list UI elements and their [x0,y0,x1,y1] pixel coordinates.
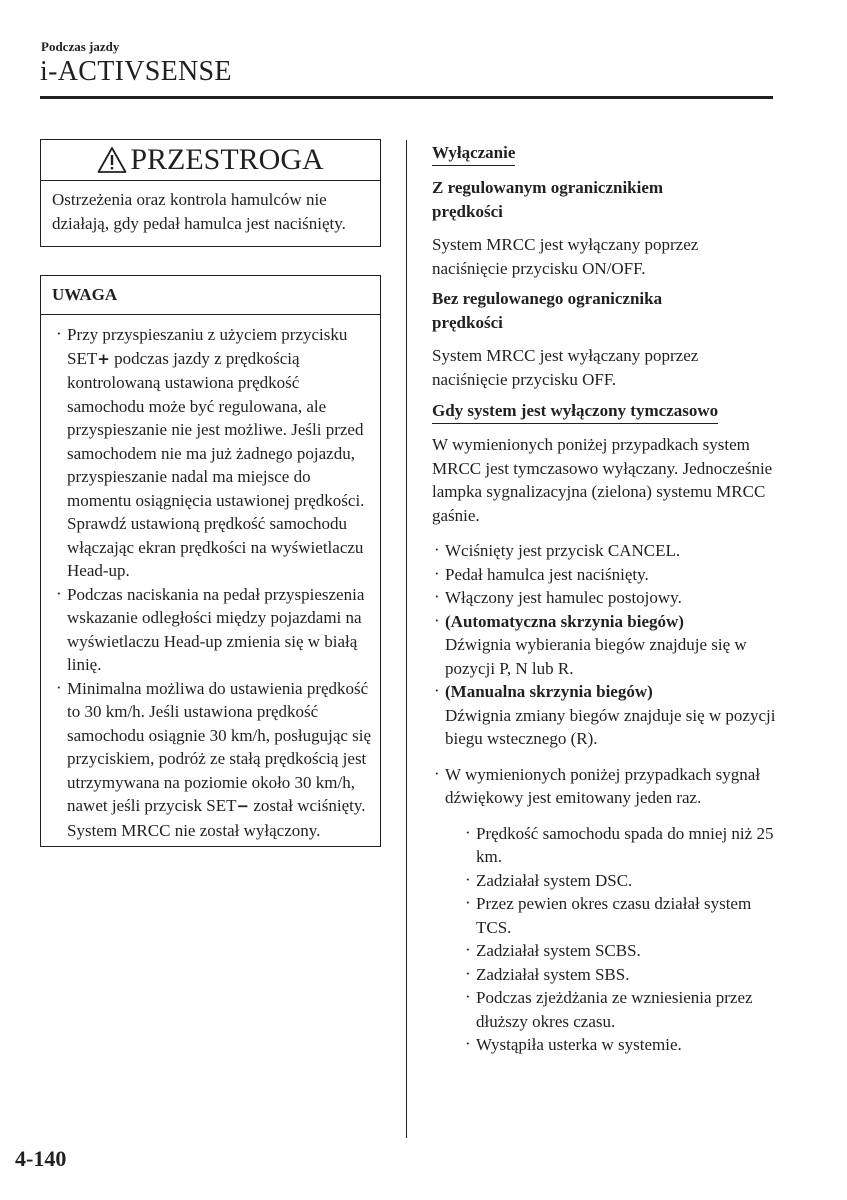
page-number: 4-140 [15,1146,67,1171]
beep-case-item: · Prędkość samochodu spada do mniej niż 25 km. [463,822,777,869]
list-item: · Włączony jest hamulec postojowy. [432,586,777,610]
beep-text: · W wymienionych poniżej przypadkach sygnał dźwiękowy jest emitowany jeden raz. [445,764,761,807]
note-item-text: Minimalna możliwa do ustawienia prędkość to 30 km/h. Jeśli ustawiona prędkość samochodu osiągnie 30 km/h, posługując się przyciskiem, podróż ze stałą prędkością jest utrzymywana na poziomie około 30 km/h, nawet jeśli przycisk SET [67,678,372,815]
beep-case-item: · Przez pewien okres czasu działał system TCS. [463,892,777,939]
off-heading: Wyłączanie [432,142,515,166]
heading-line: prędkości [432,313,503,332]
temp-off-text: W wymienionych poniżej przypadkach system MRCC jest tymczasowo wyłączany. Jednocześnie lampka sygnalizacyjna (zielona) systemu MRCC gaśnie. [432,435,773,525]
heading-line: Z regulowanym ogranicznikiem [432,178,664,197]
temp-off-heading: Gdy system jest wyłączony tymczasowo [432,400,718,424]
heading-line: Bez regulowanego ogranicznika [432,289,663,308]
header-rule [40,96,773,99]
caution-header [41,140,380,181]
note-item-text: Przy przyspieszaniu z użyciem przycisku SET [67,325,348,368]
section-label: Podczas jazdy [41,39,120,54]
caution-title: PRZESTROGA [130,143,324,176]
manual-transmission-label: · (Manualna skrzynia biegów) [445,682,653,701]
auto-transmission-label: · (Automatyczna skrzynia biegów) [445,611,684,631]
set-plus-symbol: + [97,349,110,368]
warning-triangle-icon [97,146,127,174]
heading-line: prędkości [432,202,503,221]
note-list [41,315,380,846]
condition-list [432,539,777,751]
column-divider [406,140,407,1138]
left-column [40,139,381,847]
caution-box [40,139,381,247]
note-item [54,323,374,583]
list-item: · Pedał hamulca jest naciśnięty. [432,563,777,587]
note-title: UWAGA [41,276,380,315]
list-item [432,680,777,751]
beep-case-item: · Zadziałał system DSC. [463,869,777,893]
note-item-text: podczas jazdy z prędkością kontrolowaną ustawiona prędkość samochodu może być regulowana, ale przyspieszanie nie jest możliwe. Jeśli przed samochodem nie ma już żadnego pojazdu, przyspieszanie nadal ma miejsce do momentu osiągnięcia ustawionej prędkości. Sprawdź ustawioną prędkość samochodu włączając ekran prędkości na wyświetlaczu Head-up. [67,348,365,580]
list-item [432,763,777,1057]
manual-transmission-text: Dźwignia zmiany biegów znajduje się w pozycji biegu wstecznego (R). [445,705,776,748]
without-limiter-text: System MRCC jest wyłączany poprzez naciśnięcie przycisku OFF. [432,346,699,389]
list-item: · Wciśnięty jest przycisk CANCEL. [432,539,777,563]
note-item-text: został wciśnięty. System MRCC nie został wyłączony. [67,796,366,840]
with-limiter-heading [432,176,777,224]
set-minus-symbol: − [236,797,250,815]
right-column [432,142,777,1057]
without-limiter-heading [432,287,777,335]
beep-list [432,763,777,1057]
beep-case-item: · Zadziałał system SCBS. [463,939,777,963]
page-title: i-ACTIVSENSE [40,56,232,87]
with-limiter-text: System MRCC jest wyłączany poprzez naciśnięcie przycisku ON/OFF. [432,235,699,278]
note-item: · Podczas naciskania na pedał przyspieszenia wskazanie odległości między pojazdami na wyświetlaczu Head-up zmienia się w białą linię. [54,583,374,677]
caution-text: Ostrzeżenia oraz kontrola hamulców nie działają, gdy pedał hamulca jest naciśnięty. [52,190,346,233]
beep-case-item: · Podczas zjeżdżania ze wzniesienia przez dłuższy okres czasu. [463,986,777,1033]
beep-case-item: · Wystąpiła usterka w systemie. [463,1033,777,1057]
beep-case-list [445,822,777,1057]
note-box [40,275,381,847]
note-item [54,677,374,843]
beep-case-item: · Zadziałał system SBS. [463,963,777,987]
list-item [432,610,777,681]
auto-transmission-text: Dźwignia wybierania biegów znajduje się w pozycji P, N lub R. [445,635,747,678]
